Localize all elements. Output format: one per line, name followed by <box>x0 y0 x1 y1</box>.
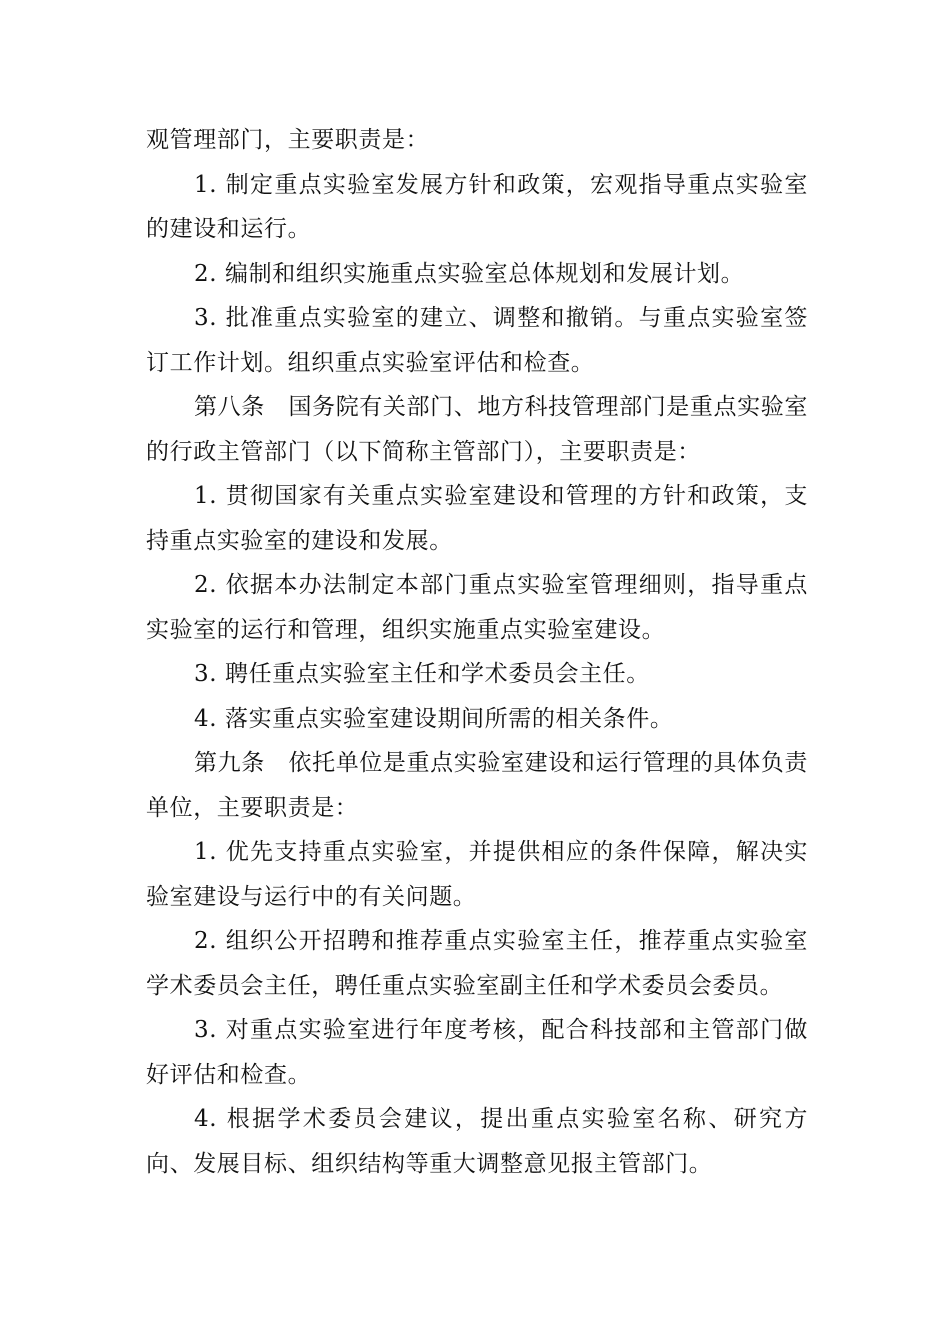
article-9-item-2: 2. 组织公开招聘和推荐重点实验室主任，推荐重点实验室学术委员会主任，聘任重点实验室副主任和学术委员会委员。 <box>146 928 808 999</box>
article-8-item-2: 2. 依据本办法制定本部门重点实验室管理细则，指导重点实验室的运行和管理，组织实施重点实验室建设。 <box>146 572 808 643</box>
article-9-item-1: 1. 优先支持重点实验室，并提供相应的条件保障，解决实验室建设与运行中的有关问题。 <box>146 839 808 910</box>
paragraph-item-3: 3. 批准重点实验室的建立、调整和撤销。与重点实验室签订工作计划。组织重点实验室评估和检查。 <box>146 305 808 376</box>
paragraph-item-2: 2. 编制和组织实施重点实验室总体规划和发展计划。 <box>194 260 745 287</box>
article-8: 第八条 国务院有关部门、地方科技管理部门是重点实验室的行政主管部门（以下简称主管部门），主要职责是： <box>146 394 808 465</box>
article-8-item-3: 3. 聘任重点实验室主任和学术委员会主任。 <box>194 661 650 687</box>
article-9-item-4: 4. 根据学术委员会建议，提出重点实验室名称、研究方向、发展目标、组织结构等重大调整意见报主管部门。 <box>146 1106 808 1177</box>
article-8-item-4: 4. 落实重点实验室建设期间所需的相关条件。 <box>194 705 674 732</box>
document-body <box>146 118 808 1186</box>
article-9: 第九条 依托单位是重点实验室建设和运行管理的具体负责单位，主要职责是： <box>146 750 808 821</box>
article-8-item-1: 1. 贯彻国家有关重点实验室建设和管理的方针和政策，支持重点实验室的建设和发展。 <box>146 483 808 554</box>
article-9-item-3: 3. 对重点实验室进行年度考核，配合科技部和主管部门做好评估和检查。 <box>146 1017 808 1088</box>
paragraph-continuation: 观管理部门，主要职责是： <box>146 127 430 153</box>
paragraph-item-1: 1. 制定重点实验室发展方针和政策，宏观指导重点实验室的建设和运行。 <box>146 171 808 242</box>
